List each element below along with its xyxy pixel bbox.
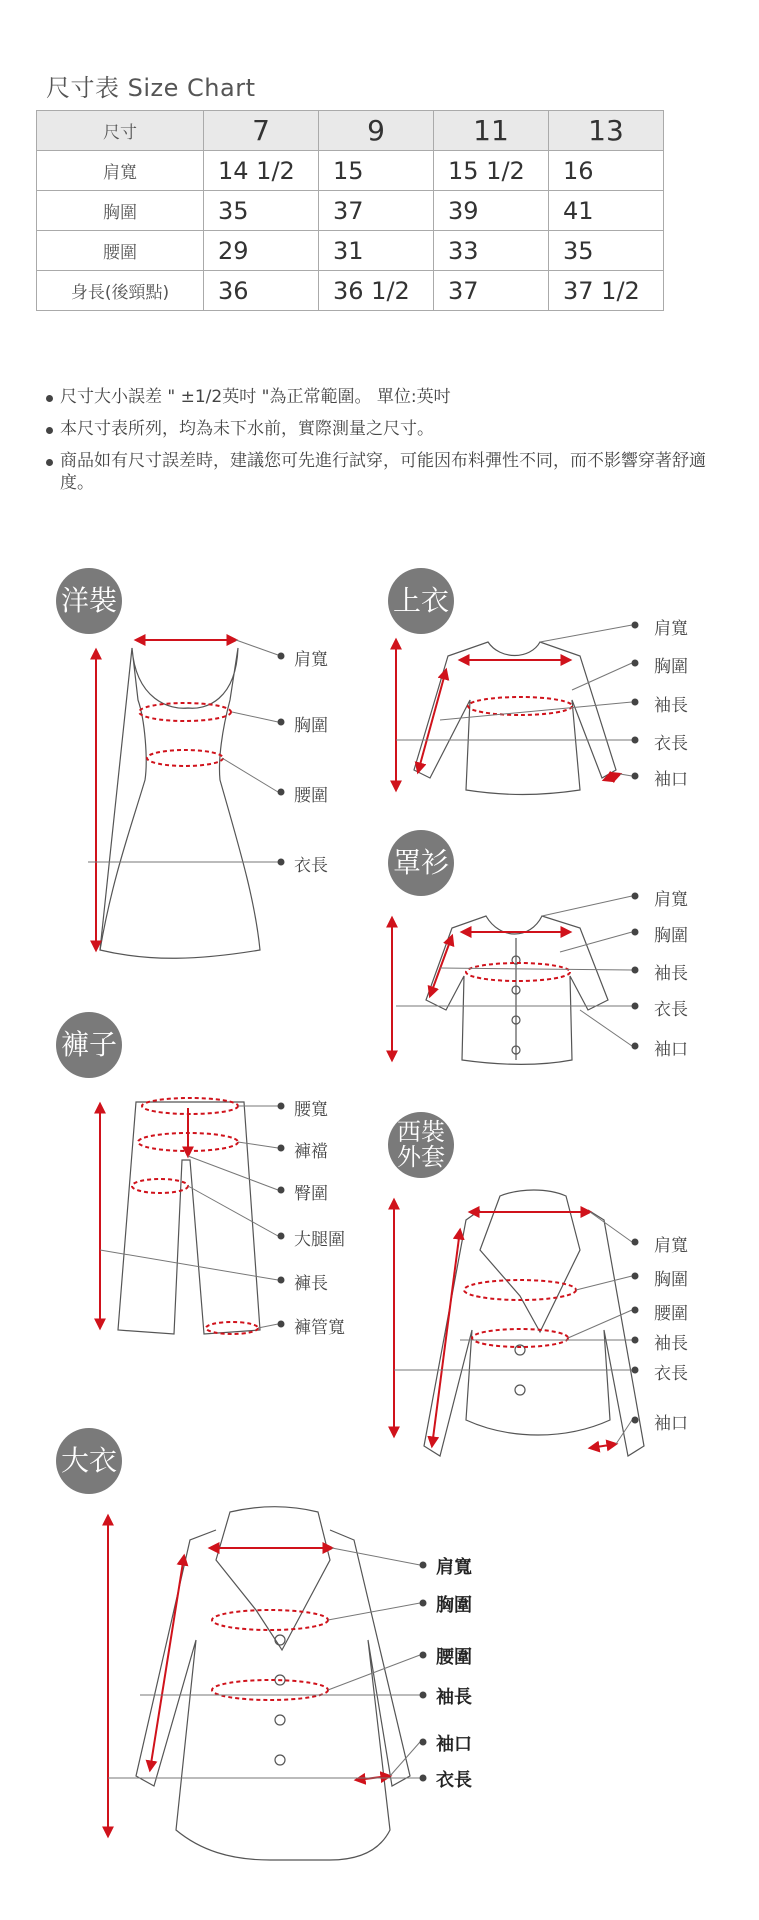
table-cell: 14 1/2 [204, 151, 319, 191]
jacket-badge: 西裝 外套 [388, 1112, 454, 1178]
jacket-label: 衣長 [654, 1364, 688, 1384]
top-label: 胸圍 [654, 657, 688, 677]
table-cell: 15 [319, 151, 434, 191]
coat-label: 衣長 [436, 1770, 472, 1791]
blouse-label: 袖口 [654, 1040, 688, 1060]
blouse-label: 袖長 [654, 964, 688, 984]
jacket-label: 袖長 [654, 1334, 688, 1354]
table-cell: 胸圍 [37, 191, 204, 231]
blouse-label: 肩寬 [654, 890, 688, 910]
dress-label: 衣長 [294, 856, 328, 876]
table-cell: 身長(後頸點) [37, 271, 204, 311]
table-cell: 35 [549, 231, 664, 271]
dress-label: 肩寬 [294, 650, 328, 670]
table-cell: 31 [319, 231, 434, 271]
table-cell: 29 [204, 231, 319, 271]
coat-label: 袖長 [436, 1687, 472, 1708]
coat-label: 袖口 [436, 1734, 472, 1755]
note-item: 本尺寸表所列，均為未下水前，實際測量之尺寸。 [44, 418, 724, 440]
dress-badge: 洋裝 [56, 568, 122, 634]
jacket-label: 肩寬 [654, 1236, 688, 1256]
blouse-illustration [426, 916, 608, 1065]
table-cell: 37 [434, 271, 549, 311]
table-cell: 15 1/2 [434, 151, 549, 191]
pants-label: 褲長 [294, 1274, 328, 1294]
table-cell: 腰圍 [37, 231, 204, 271]
coat-illustration [136, 1507, 410, 1860]
table-cell: 37 1/2 [549, 271, 664, 311]
page-title: 尺寸表 Size Chart [46, 74, 256, 102]
table-cell: 36 1/2 [319, 271, 434, 311]
pants-label: 腰寬 [294, 1100, 328, 1120]
table-cell: 39 [434, 191, 549, 231]
jacket-label: 胸圍 [654, 1270, 688, 1290]
pants-label: 褲管寬 [294, 1318, 345, 1338]
blouse-badge: 罩衫 [388, 830, 454, 896]
coat-badge: 大衣 [56, 1428, 122, 1494]
table-cell: 9 [319, 111, 434, 151]
table-cell: 36 [204, 271, 319, 311]
pants-label: 褲襠 [294, 1142, 328, 1162]
dress-label: 胸圍 [294, 716, 328, 736]
top-label: 袖長 [654, 696, 688, 716]
table-cell: 11 [434, 111, 549, 151]
pants-label: 臀圍 [294, 1184, 328, 1204]
top-illustration [414, 642, 616, 795]
jacket-illustration [424, 1190, 644, 1456]
blouse-label: 衣長 [654, 1000, 688, 1020]
table-cell: 35 [204, 191, 319, 231]
dress-illustration [100, 648, 260, 958]
coat-label: 胸圍 [436, 1595, 472, 1616]
coat-label: 腰圍 [436, 1647, 472, 1668]
coat-label: 肩寬 [436, 1557, 472, 1578]
table-cell: 33 [434, 231, 549, 271]
table-cell: 尺寸 [37, 111, 204, 151]
note-item: 商品如有尺寸誤差時，建議您可先進行試穿，可能因布料彈性不同，而不影響穿著舒適度。 [44, 450, 724, 494]
table-cell: 13 [549, 111, 664, 151]
top-label: 衣長 [654, 734, 688, 754]
table-cell: 41 [549, 191, 664, 231]
table-cell: 16 [549, 151, 664, 191]
jacket-label: 袖口 [654, 1414, 688, 1434]
blouse-label: 胸圍 [654, 926, 688, 946]
pants-label: 大腿圍 [294, 1230, 345, 1250]
dress-label: 腰圍 [294, 786, 328, 806]
table-cell: 7 [204, 111, 319, 151]
top-label: 肩寬 [654, 619, 688, 639]
top-label: 袖口 [654, 770, 688, 790]
table-cell: 肩寬 [37, 151, 204, 191]
jacket-label: 腰圍 [654, 1304, 688, 1324]
note-item: 尺寸大小誤差 " ±1/2英吋 "為正常範圍。 單位:英吋 [44, 386, 724, 408]
top-badge: 上衣 [388, 568, 454, 634]
table-cell: 37 [319, 191, 434, 231]
pants-badge: 褲子 [56, 1012, 122, 1078]
